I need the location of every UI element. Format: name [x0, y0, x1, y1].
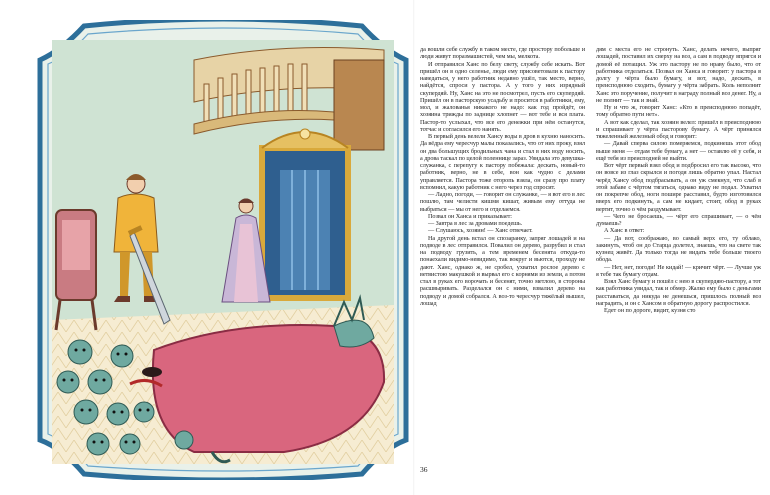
paragraph: На другой день встал он спозаранку, запряг лошадей и на подводе в лес отправился. Повалил он дерево, разрубил и стал на подводу грузить, а тем временем бесенята откуда-то понаехали видимо-невидимо, так вокруг и вьются, проходу не дают. Ханс, однако ж, не сробел, ухватил рослое дерево с ветвистою макушкой и вырвал его с корнями из земли, а потом стал в руках его ворочать и бесенят, точно метлою, в стороны расшвыривать. Разделался он с ними, взвалил дерево на подводу и домой собрался. А воз-то чересчур тяжёлый вышел, лошад [420, 234, 585, 307]
book-gutter [413, 0, 415, 495]
paragraph: В первый день велели Хансу воды в дров в кухню наносить. Да вёдра ему чересчур малы показались, что от них проку, взял он два большущих бродильных чана и стал в них воду носить, а дрова таскал по целой поленнице зараз. Увидала это девушка-служанка, с перепугу к пастору побежала: дескать, новый-то работник, верно, не в себе, вон как чудно с делами управляется. Пастора тоже оторопь взяла, он сразу про плату вспомнил, какую работник с него через год спросит. [420, 133, 585, 191]
page-number: 36 [420, 465, 428, 474]
paragraph: — Завтра в лес за дровами поедешь. [428, 220, 523, 227]
paragraph: Едет он по дороге, видит, кузня сто [604, 307, 696, 314]
paragraph: А вот как сделал, так хозяин велел: пришёл в преисподнюю и спрашивает у чёрта пасторову бумагу. А чёрт принялся тяжеленный железный обод и говорит: [596, 118, 761, 140]
paragraph: — Слушаюсь, хозяин! — Ханс отвечает. [428, 227, 533, 235]
paragraph: Ну и что ж, говорит Ханс: «Кто в преисподнюю попадёт, тому обратно пути нет». [596, 104, 761, 119]
story-illustration [34, 20, 412, 480]
golden-doorway [262, 129, 348, 298]
paragraph: — Нет, нет, погоди! Не кидай! — кричит чёрт. — Лучше уж я тебе так бумагу отдам. [596, 263, 761, 278]
paragraph: Взял Ханс бумагу и пошёл с нею в скупердяю-пастору, а тот как работника увидал, так и обмер. Жалко ему было с деньгами расставаться, да никуда не денешься, пришлось полный воз наградить, и он с Хансом в обратную дорогу распростился. [596, 278, 761, 307]
text-column-right [596, 46, 761, 450]
paragraph: — Ладно, погоди, — говорит он служанке, — я вот его в лес пошлю, там челисти кишмя кишат, живым ему оттуда не выбраться — мы от него и отделаемся. [420, 191, 585, 213]
paragraph: Вот чёрт первый взял обод и подбросил его так высоко, что он вовсе из глаз скрылся и погодя лишь обратно упал. Настал черёд Хансу обод подбрасывать, а он уж смекнул, что слаб в этой забаве с чёртом тягаться, однако виду не подал. Ухватил он покрепче обод, ноги пошире расставил, будто изготовился вверх его подкинуть, а сам не кидает, стоит, обод в руках вертит, точно о чём раздумывает. [596, 162, 761, 213]
paragraph: — Давай сперва силою померяемся, подкинешь этот обод выше меня — отдам тебе бумагу, а нет — оставлю её у себя, и ещё тебя из преисподней не выйти. [596, 140, 761, 162]
paragraph: Позвал он Ханса и приказывает: [428, 212, 512, 220]
paragraph: А Ханс в ответ: [604, 227, 645, 235]
paragraph: И отправился Ханс по белу свету, службу себе искать. Вот пришёл он в одно селенье, люди ему присоветовали к пастору наведаться, у него работник недавно ушёл, так место, верно, найдётся, спроси у пастора. А у того у них изрядный скупердяй. Ну, Ханс на это не посмотрел, пусть его скупердяй. Пришёл он в пасторскую усадьбу и просится в работники, ему, мол, и жалованья никакого не надо: как год пройдёт, он хозяина трижды по задницe хлопнет — вот тебе и вся плата. Пастор-то услыхал, что все его денежки при нём останутся, тотчас и согласился его нанять. [420, 60, 585, 133]
paragraph: да вошли себе службу в таком месте, где простору побольше и люди живут поразмашистей, чем мы, мелкота. [420, 46, 585, 61]
paragraph: дям с места его не стронуть. Ханс, делать нечего, выпряг лошадей, поставил их сверху на воз, а сам в подводу впрягся и домой её потащил. Уж это пастору не по нраву было, что от работника отделаться. Позвал он Ханса и говорит: у пастора в долгу у чёрта было бумагу, и вот, надо, дескать, в преисподнюю сходить, бумагу у чёрта забрать. Коль неполнит Ханс это поручение, получит в награду полный воз денег. Ну, а не полнит — так и знай. [596, 46, 761, 104]
paragraph: — Да вот, соображаю, во самый верх его, ту облако, закинуть, чтоб он до Старца долетел, знаешь, что на свете так кузнец живёт. Да только тогда не видать тебе больше твоего обода. [596, 234, 761, 264]
text-column-left [420, 46, 585, 450]
paragraph: — Чего не бросаешь, — чёрт его спрашивает, — о чём думаешь? [596, 212, 761, 227]
